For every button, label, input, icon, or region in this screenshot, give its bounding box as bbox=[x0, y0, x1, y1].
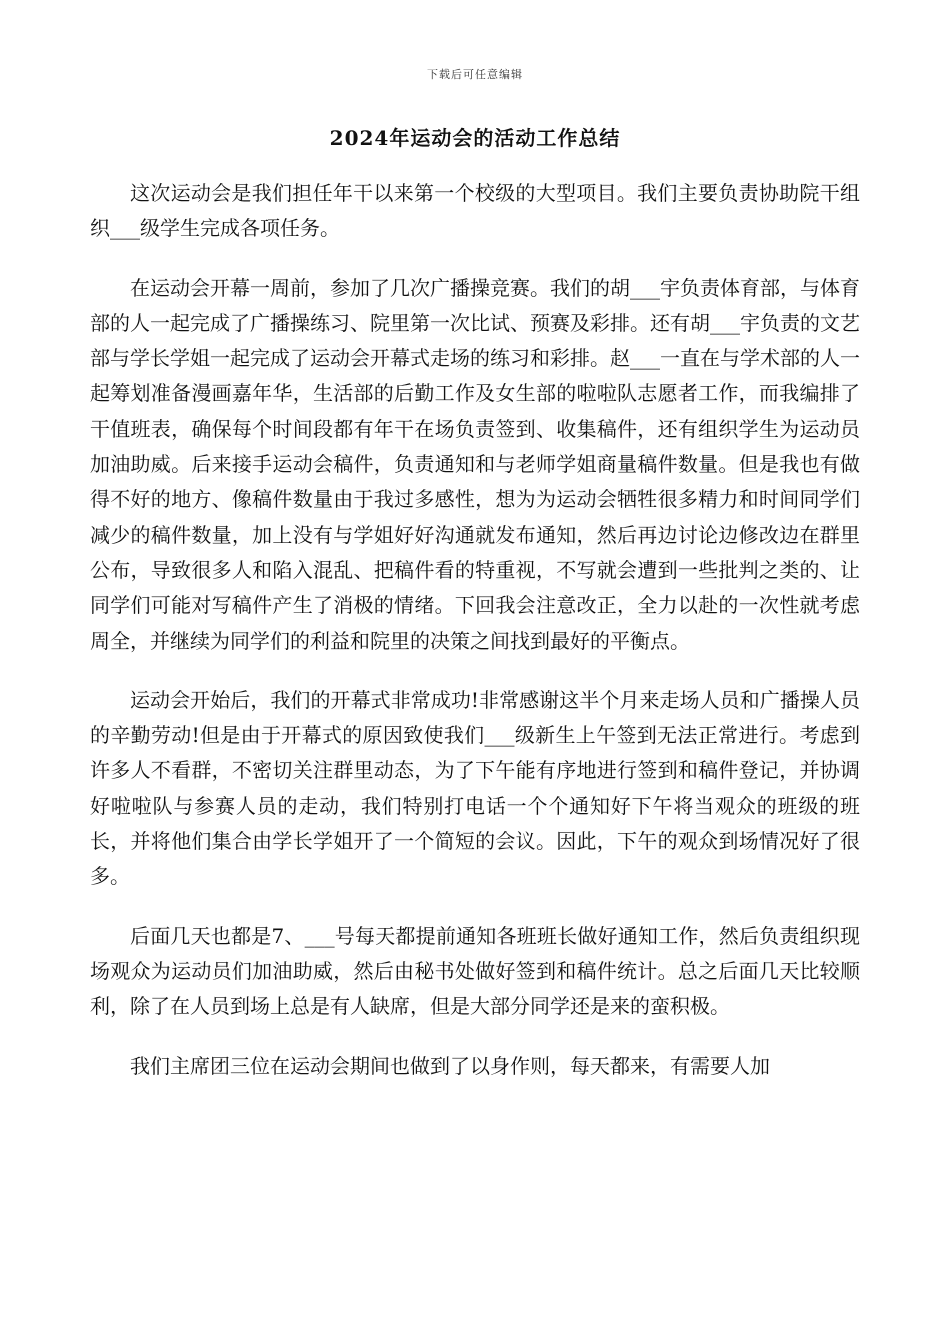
paragraph-presidium: 我们主席团三位在运动会期间也做到了以身作则，每天都来，有需要人加 bbox=[130, 1053, 770, 1078]
paragraph-following-days: 后面几天也都是7、___号每天都提前通知各班班长做好通知工作，然后负责组织现场观众为运动员们加油助威，然后由秘书处做好签到和稿件统计。总之后面几天比较顺利，除了在人员到场上总是有人缺席，但是大部分同学还是来的蛮积极。 bbox=[90, 923, 860, 1019]
paragraph-opening: 运动会开始后，我们的开幕式非常成功!非常感谢这半个月来走场人员和广播操人员的辛勤劳动!但是由于开幕式的原因致使我们___级新生上午签到无法正常进行。考虑到许多人不看群，不密切关注群里动态，为了下午能有序地进行签到和稿件登记，并协调好啦啦队与参赛人员的走动，我们特别打电话一个个通知好下午将当观众的班级的班长，并将他们集合由学长学姐开了一个简短的会议。因此，下午的观众到场情况好了很多。 bbox=[90, 687, 860, 889]
document-title: 2024年运动会的活动工作总结 bbox=[329, 126, 621, 150]
header-note: 下载后可任意编辑 bbox=[427, 68, 523, 81]
paragraph-intro: 这次运动会是我们担任年干以来第一个校级的大型项目。我们主要负责协助院干组织___级学生完成各项任务。 bbox=[90, 181, 860, 241]
document-body bbox=[90, 176, 860, 1108]
paragraph-preparation: 在运动会开幕一周前，参加了几次广播操竞赛。我们的胡___宇负责体育部，与体育部的人一起完成了广播操练习、院里第一次比试、预赛及彩排。还有胡___宇负责的文艺部与学长学姐一起完成了运动会开幕式走场的练习和彩排。赵___一直在与学术部的人一起筹划准备漫画嘉年华，生活部的后勤工作及女生部的啦啦队志愿者工作，而我编排了干值班表，确保每个时间段都有年干在场负责签到、收集稿件，还有组织学生为运动员加油助威。后来接手运动会稿件，负责通知和与老师学姐商量稿件数量。但是我也有做得不好的地方、像稿件数量由于我过多感性，想为为运动会牺牲很多精力和时间同学们减少的稿件数量，加上没有与学姐好好沟通就发布通知，然后再边讨论边修改边在群里公布，导致很多人和陷入混乱、把稿件看的特重视，不写就会遭到一些批判之类的、让同学们可能对写稿件产生了消极的情绪。下回我会注意改正，全力以赴的一次性就考虑周全，并继续为同学们的利益和院里的决策之间找到最好的平衡点。 bbox=[90, 275, 860, 653]
